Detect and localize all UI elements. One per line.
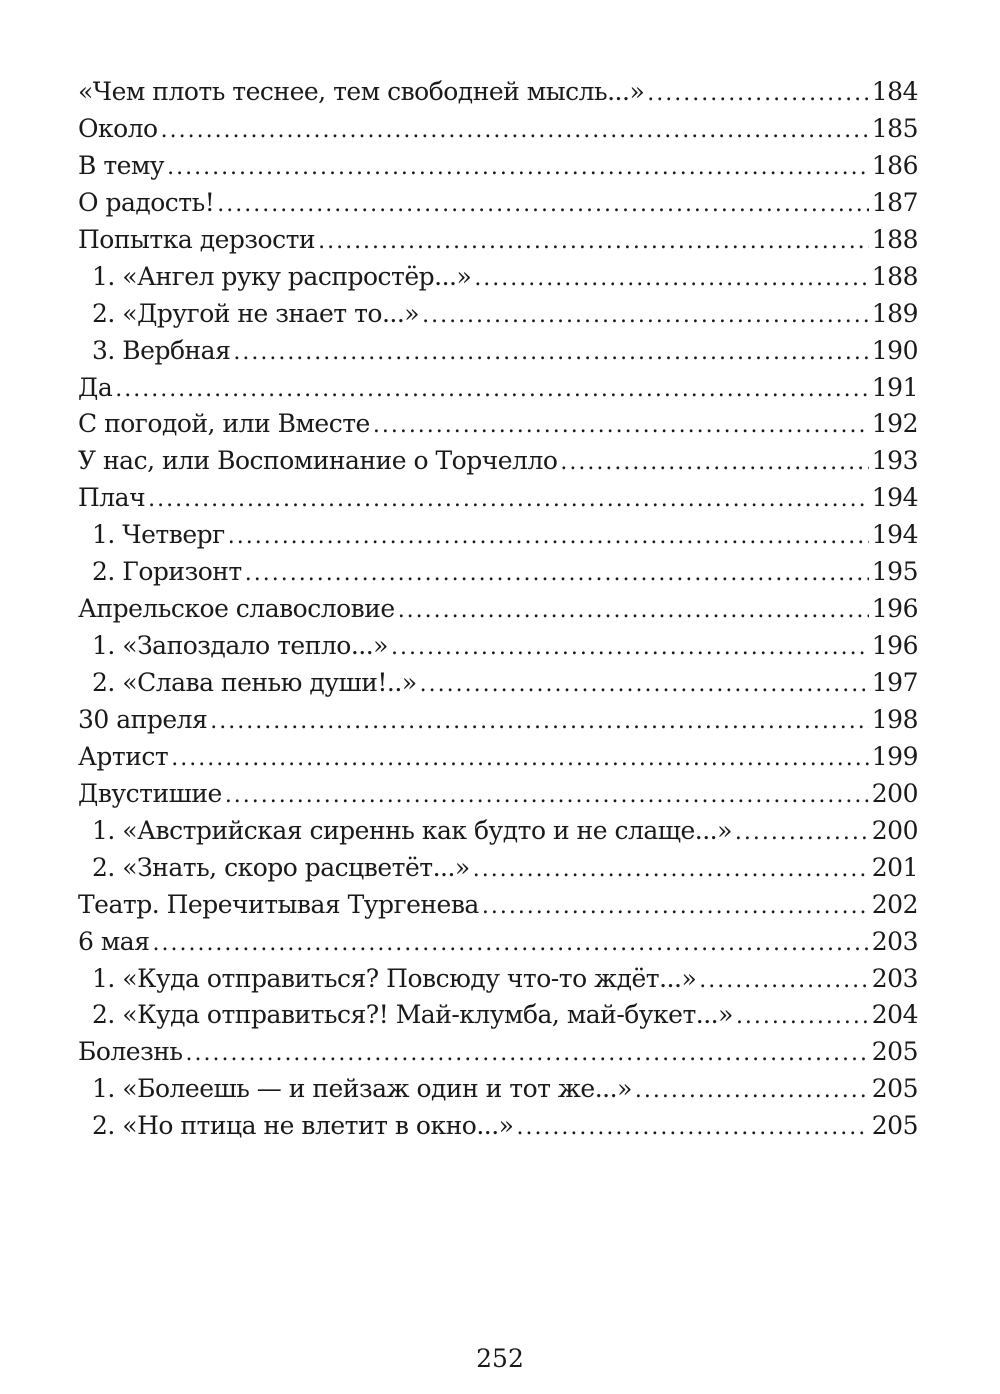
toc-entry (78, 111, 918, 148)
toc-entry-page: 188 (871, 224, 918, 254)
toc-entry-page: 205 (871, 1111, 918, 1141)
toc-entry-title: 2. «Другой не знает то...» (92, 298, 420, 328)
leader-dots (373, 408, 869, 445)
toc-entry (78, 74, 918, 111)
toc-entry-page: 200 (871, 778, 918, 808)
toc-entry-page: 200 (871, 815, 918, 845)
toc-entry (78, 370, 918, 407)
leader-dots (171, 741, 869, 778)
leader-dots (699, 963, 869, 1000)
toc-entry (78, 591, 918, 628)
leader-dots (228, 519, 869, 556)
toc-entry-title: Театр. Перечитывая Тургенева (78, 889, 479, 919)
toc-entry (78, 517, 918, 554)
leader-dots (245, 556, 869, 593)
toc-entry-page: 196 (871, 594, 918, 624)
toc-entry-page: 189 (871, 298, 918, 328)
leader-dots (233, 335, 868, 372)
toc-entry (78, 333, 918, 370)
toc-entry-title: 30 апреля (78, 704, 208, 734)
toc-entry-page: 188 (871, 261, 918, 291)
toc-entry (78, 1034, 918, 1071)
toc-entry-title: 2. «Куда отправиться?! Май-клумба, май-букет...» (92, 1000, 733, 1030)
toc-entry (78, 850, 918, 887)
leader-dots (735, 815, 869, 852)
toc-entry-title: 2. «Но птица не влетит в окно...» (92, 1111, 514, 1141)
table-of-contents (78, 74, 918, 1145)
toc-entry-page: 191 (871, 372, 918, 402)
toc-entry (78, 406, 918, 443)
toc-entry-title: Плач (78, 483, 146, 513)
toc-entry-title: Попытка дерзости (78, 224, 316, 254)
toc-entry (78, 554, 918, 591)
leader-dots (217, 187, 868, 224)
toc-entry-title: Болезнь (78, 1037, 183, 1067)
toc-entry-page: 196 (871, 631, 918, 661)
toc-entry (78, 924, 918, 961)
toc-entry-page: 187 (871, 187, 918, 217)
toc-entry-title: 3. Вербная (92, 335, 231, 365)
leader-dots (186, 1036, 869, 1073)
toc-entry-title: 1. «Болеешь — и пейзаж один и тот же...» (92, 1074, 632, 1104)
leader-dots (516, 1110, 868, 1147)
leader-dots (115, 372, 869, 409)
toc-entry-title: 1. «Австрийская сиреннь как будто и не слаще...» (92, 815, 732, 845)
leader-dots (482, 889, 869, 926)
toc-entry-title: 1. «Куда отправиться? Повсюду что-то ждёт...» (92, 963, 697, 993)
toc-entry-title: В тему (78, 150, 165, 180)
toc-entry-page: 185 (871, 113, 918, 143)
toc-entry (78, 222, 918, 259)
toc-entry-page: 202 (871, 889, 918, 919)
leader-dots (422, 298, 869, 335)
toc-entry-title: «Чем плоть теснее, тем свободней мысль...» (78, 77, 645, 106)
toc-entry-page: 184 (871, 77, 918, 106)
toc-entry (78, 296, 918, 333)
toc-entry (78, 1071, 918, 1108)
toc-entry (78, 776, 918, 813)
toc-entry-title: 6 мая (78, 926, 150, 956)
toc-entry (78, 665, 918, 702)
toc-entry-page: 204 (871, 1000, 918, 1030)
toc-entry-page: 201 (871, 852, 918, 882)
toc-entry-page: 194 (871, 520, 918, 550)
toc-entry-title: Артист (78, 741, 169, 771)
toc-entry-title: 2. «Знать, скоро расцветёт...» (92, 852, 470, 882)
toc-entry (78, 997, 918, 1034)
toc-entry-page: 192 (871, 409, 918, 439)
leader-dots (635, 1073, 869, 1110)
leader-dots (210, 704, 869, 741)
toc-entry-page: 197 (871, 668, 918, 697)
leader-dots (736, 999, 869, 1036)
page-number: 252 (476, 1344, 524, 1373)
toc-entry-title: Апрельское славословие (78, 594, 395, 624)
toc-entry-page: 193 (871, 446, 918, 476)
leader-dots (167, 150, 869, 187)
toc-entry-page: 199 (871, 741, 918, 771)
leader-dots (318, 224, 869, 261)
toc-entry-page: 205 (871, 1037, 918, 1067)
toc-entry-title: 2. Горизонт (92, 557, 242, 587)
toc-entry-title: Около (78, 113, 158, 143)
leader-dots (225, 778, 869, 815)
leader-dots (391, 630, 869, 667)
leader-dots (420, 667, 869, 704)
toc-entry (78, 1108, 918, 1145)
toc-entry-title: Да (78, 372, 113, 402)
toc-entry-page: 205 (871, 1074, 918, 1104)
toc-entry-page: 203 (871, 963, 918, 993)
toc-entry-page: 203 (871, 926, 918, 956)
toc-entry-title: Двустишие (78, 778, 222, 808)
leader-dots (161, 113, 869, 150)
toc-entry (78, 480, 918, 517)
toc-entry (78, 702, 918, 739)
toc-entry-page: 195 (871, 557, 918, 587)
leader-dots (474, 261, 868, 298)
toc-entry (78, 148, 918, 185)
leader-dots (473, 852, 869, 889)
toc-entry (78, 739, 918, 776)
toc-entry-title: 1. Четверг (92, 520, 225, 550)
leader-dots (398, 593, 869, 630)
leader-dots (148, 482, 869, 519)
leader-dots (647, 76, 869, 113)
toc-entry-title: 2. «Слава пенью души!..» (92, 668, 417, 697)
toc-entry (78, 259, 918, 296)
toc-entry-title: У нас, или Воспоминание о Торчелло (78, 446, 558, 476)
toc-entry-title: С погодой, или Вместе (78, 409, 370, 439)
toc-entry-page: 194 (871, 483, 918, 513)
toc-entry (78, 185, 918, 222)
toc-entry-title: О радость! (78, 187, 215, 217)
leader-dots (560, 445, 868, 482)
toc-entry (78, 813, 918, 850)
toc-entry-title: 1. «Ангел руку распростёр...» (92, 261, 472, 291)
toc-entry (78, 887, 918, 924)
toc-entry-page: 190 (871, 335, 918, 365)
toc-entry (78, 961, 918, 998)
toc-entry-title: 1. «Запоздало тепло...» (92, 631, 388, 661)
toc-entry-page: 186 (871, 150, 918, 180)
toc-entry (78, 628, 918, 665)
leader-dots (152, 926, 868, 963)
toc-entry-page: 198 (871, 704, 918, 734)
toc-entry (78, 443, 918, 480)
